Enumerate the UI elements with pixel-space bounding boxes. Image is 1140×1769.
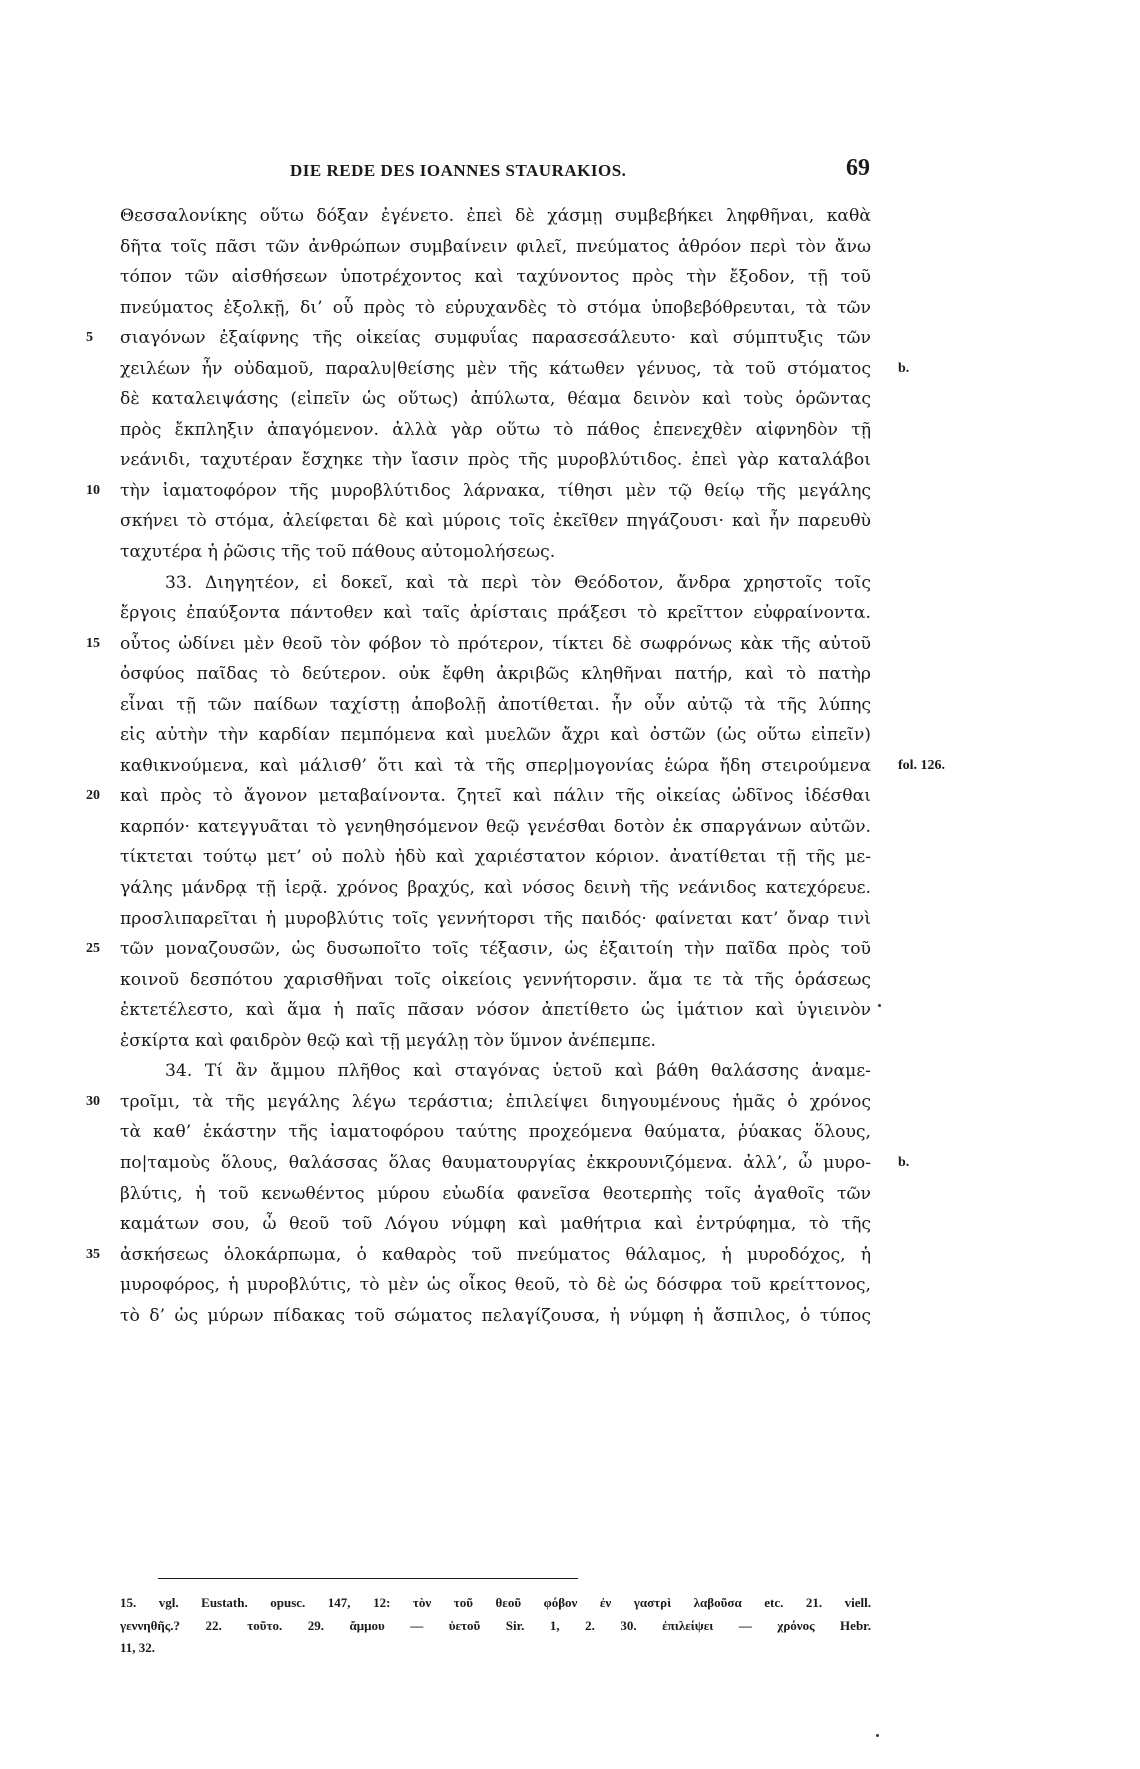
text-line xyxy=(120,904,871,935)
line-text: ὀσφύος παῖδας τὸ δεύτερον. οὐκ ἔφθη ἀκριβῶς κληθῆναι πατήρ, καὶ τὸ πατὴρ xyxy=(120,664,871,685)
text-line xyxy=(120,232,871,263)
footnote-divider xyxy=(158,1578,578,1579)
text-line xyxy=(86,1087,871,1118)
line-text: ἐκτετέλεστο, καὶ ἅμα ἡ παῖς πᾶσαν νόσον ἀπετίθετο ὡς ἱμάτιον καὶ ὑγιεινὸν xyxy=(120,1000,871,1021)
line-text: τῶν μοναζουσῶν, ὡς δυσωποῖτο τοῖς τέξασιν, ὡς ἐξαιτοίη τὴν παῖδα πρὸς τοῦ xyxy=(120,939,871,960)
print-speck xyxy=(878,1004,881,1007)
text-line xyxy=(120,965,871,996)
apparatus-line: 11, 32. xyxy=(120,1640,156,1655)
line-text: εἶναι τῇ τῶν παίδων ταχίστῃ ἀποβολῇ ἀποτίθεται. ἦν οὖν αὐτῷ τὰ τῆς λύπης xyxy=(120,694,871,715)
text-line xyxy=(86,781,871,812)
line-text: τροῖμι, τὰ τῆς μεγάλης λέγω τεράστια; ἐπιλείψει διηγουμένους ἡμᾶς ὁ χρόνος xyxy=(120,1091,871,1112)
text-line xyxy=(120,598,871,629)
text-line xyxy=(86,476,871,507)
line-text: χειλέων ἦν οὐδαμοῦ, παραλυ|θείσης μὲν τῆς κάτωθεν γένυος, τὰ τοῦ στόματος xyxy=(120,358,871,379)
line-text: γάλης μάνδρᾳ τῇ ἱερᾷ. χρόνος βραχύς, καὶ νόσος δεινὴ τῆς νεάνιδος κατεχόρευε. xyxy=(120,878,871,899)
line-number: 25 xyxy=(86,941,100,957)
margin-note: b. xyxy=(898,1154,910,1170)
apparatus-line: γεννηθῆς.? 22. τοῦτο. 29. ἄμμου — ὑετοῦ Sir. 1, 2. 30. ἐπιλείψει — χρόνος Hebr. xyxy=(120,1617,871,1633)
line-text: 34. Τί ἂν ἄμμου πλῆθος καὶ σταγόνας ὑετοῦ καὶ βάθη θαλάσσης ἀναμε- xyxy=(165,1061,871,1082)
text-line xyxy=(120,1270,871,1301)
main-text xyxy=(86,201,946,1331)
text-line xyxy=(120,293,871,324)
apparatus-line: 15. vgl. Eustath. opusc. 147, 12: τὸν τοῦ θεοῦ φόβον ἐν γαστρὶ λαβοῦσα etc. 21. viell. xyxy=(120,1595,871,1610)
text-line xyxy=(86,629,871,660)
text-line xyxy=(120,1209,871,1240)
text-line xyxy=(120,751,946,782)
line-text: νεάνιδι, ταχυτέραν ἔσχηκε τὴν ἴασιν πρὸς τῆς μυροβλύτιδος. ἐπεὶ γὰρ καταλάβοι xyxy=(120,450,871,471)
line-text: ἔργοις ἐπαύξοντα πάντοθεν καὶ ταῖς ἀρίσταις πράξεσι τὸ κρεῖττον εὐφραίνοντα. xyxy=(120,603,871,624)
critical-apparatus xyxy=(120,1592,871,1660)
text-line xyxy=(120,842,871,873)
text-line xyxy=(86,934,871,965)
text-line xyxy=(120,1026,871,1057)
text-line xyxy=(120,568,871,599)
text-line xyxy=(120,1148,910,1179)
line-text: τὰ καθ’ ἑκάστην τῆς ἰαματοφόρου ταύτης προχεόμενα θαύματα, ῥύακας ὅλους, xyxy=(120,1122,871,1143)
line-text: τίκτεται τούτῳ μετ’ οὐ πολὺ ἡδὺ καὶ χαριέστατον κόριον. ἀνατίθεται τῇ τῆς με- xyxy=(120,847,871,868)
text-line xyxy=(120,1117,871,1148)
text-line xyxy=(86,323,871,354)
text-line xyxy=(120,690,871,721)
line-number: 5 xyxy=(86,330,93,346)
line-number: 30 xyxy=(86,1093,100,1109)
line-text: ταχυτέρα ἡ ῥῶσις τῆς τοῦ πάθους αὐτομολήσεως. xyxy=(120,542,556,563)
margin-note: b. xyxy=(898,360,910,376)
line-text: καὶ πρὸς τὸ ἄγονον μεταβαίνοντα. ζητεῖ καὶ πάλιν τῆς οἰκείας ὠδῖνος ἰδέσθαι xyxy=(120,786,871,807)
line-text: τόπον τῶν αἰσθήσεων ὑποτρέχοντος καὶ ταχύνοντος πρὸς τὴν ἔξοδον, τῇ τοῦ xyxy=(120,267,871,288)
line-text: δῆτα τοῖς πᾶσι τῶν ἀνθρώπων συμβαίνειν φιλεῖ, πνεύματος ἀθρόον περὶ τὸν ἄνω xyxy=(120,236,871,257)
text-line xyxy=(120,201,871,232)
text-line xyxy=(120,812,871,843)
line-text: σκήνει τὸ στόμα, ἀλείφεται δὲ καὶ μύροις τοῖς ἐκεῖθεν πηγάζουσι· καὶ ἦν παρευθὺ xyxy=(120,511,871,532)
line-text: προσλιπαρεῖται ἡ μυροβλύτις τοῖς γεννήτορσι τῆς παιδός· φαίνεται κατ’ ὄναρ τινὶ xyxy=(120,908,871,929)
margin-note: fol. 126. xyxy=(898,757,946,773)
running-title: DIE REDE DES IOANNES STAURAKIOS. xyxy=(290,161,627,180)
text-line xyxy=(120,262,871,293)
line-number: 15 xyxy=(86,635,100,651)
line-text: πνεύματος ἐξολκῇ, δι’ οὗ πρὸς τὸ εὐρυχανδὲς τὸ στόμα ὑποβεβόθρευται, τὰ τῶν xyxy=(120,297,871,318)
line-text: τὸ δ’ ὡς μύρων πίδακας τοῦ σώματος πελαγίζουσα, ἡ νύμφη ἡ ἄσπιλος, ὁ τύπος xyxy=(120,1305,871,1326)
line-text: σιαγόνων ἐξαίφνης τῆς οἰκείας συμφυΐας παρασεσάλευτο· καὶ σύμπτυξις τῶν xyxy=(120,328,871,349)
line-text: καθικνούμενα, καὶ μάλισθ’ ὅτι καὶ τὰ τῆς σπερ|μογονίας ἑώρα ἤδη στειρούμενα xyxy=(120,755,871,776)
line-text: κοινοῦ δεσπότου χαρισθῆναι τοῖς οἰκείοις γεννήτορσιν. ἅμα τε τὰ τῆς ὁράσεως xyxy=(120,969,871,990)
line-text: πο|ταμοὺς ὅλους, θαλάσσας ὅλας θαυματουργίας ἐκκρουνιζόμενα. ἀλλ’, ὦ μυρο- xyxy=(120,1152,871,1173)
line-number: 35 xyxy=(86,1246,100,1262)
text-line xyxy=(120,659,871,690)
line-text: οὗτος ὠδίνει μὲν θεοῦ τὸν φόβον τὸ πρότερον, τίκτει δὲ σωφρόνως κὰκ τῆς αὐτοῦ xyxy=(120,633,871,654)
line-text: τὴν ἰαματοφόρον τῆς μυροβλύτιδος λάρνακα, τίθησι μὲν τῷ θείῳ τῆς μεγάλης xyxy=(120,480,871,501)
print-speck xyxy=(876,1734,879,1737)
running-header xyxy=(120,155,870,185)
text-line xyxy=(120,384,871,415)
text-line xyxy=(120,506,871,537)
text-line xyxy=(120,995,871,1026)
line-text: μυροφόρος, ἡ μυροβλύτις, τὸ μὲν ὡς οἶκος θεοῦ, τὸ δὲ ὡς δόσφρα τοῦ κρείττονος, xyxy=(120,1275,871,1296)
line-text: δὲ καταλειψάσης (εἰπεῖν ὡς οὕτως) ἀπύλωτα, θέαμα δεινὸν καὶ τοὺς ὁρῶντας xyxy=(120,389,871,410)
line-text: ἀσκήσεως ὁλοκάρπωμα, ὁ καθαρὸς τοῦ πνεύματος θάλαμος, ἡ μυροδόχος, ἡ xyxy=(120,1244,871,1265)
text-line xyxy=(120,873,871,904)
text-line xyxy=(120,720,871,751)
line-text: εἰς αὐτὴν τὴν καρδίαν πεμπόμενα καὶ μυελῶν ἄχρι καὶ ὀστῶν (ὡς οὕτω εἰπεῖν) xyxy=(120,725,871,746)
line-text: καρπόν· κατεγγυᾶται τὸ γενηθησόμενον θεῷ γενέσθαι δοτὸν ἐκ σπαργάνων αὐτῶν. xyxy=(120,816,871,837)
line-text: 33. Διηγητέον, εἰ δοκεῖ, καὶ τὰ περὶ τὸν Θεόδοτον, ἄνδρα χρηστοῖς τοῖς xyxy=(165,572,871,593)
text-line xyxy=(120,1301,871,1332)
page-number: 69 xyxy=(846,155,870,181)
text-line xyxy=(120,445,871,476)
line-text: καμάτων σου, ὦ θεοῦ τοῦ Λόγου νύμφη καὶ μαθήτρια καὶ ἐντρύφημα, τὸ τῆς xyxy=(120,1214,871,1235)
line-number: 10 xyxy=(86,482,100,498)
line-number: 20 xyxy=(86,788,100,804)
text-line xyxy=(120,354,910,385)
line-text: πρὸς ἔκπληξιν ἀπαγόμενον. ἀλλὰ γὰρ οὕτω τὸ πάθος ἐπενεχθὲν αἰφνηδὸν τῇ xyxy=(120,419,871,440)
line-text: βλύτις, ἡ τοῦ κενωθέντος μύρου εὐωδία φανεῖσα θεοτερπὴς τοῖς ἀγαθοῖς τῶν xyxy=(120,1183,871,1204)
line-text: ἐσκίρτα καὶ φαιδρὸν θεῷ καὶ τῇ μεγάλῃ τὸν ὕμνον ἀνέπεμπε. xyxy=(120,1030,657,1051)
text-line xyxy=(86,1240,871,1271)
text-line xyxy=(120,415,871,446)
text-line xyxy=(120,537,871,568)
text-line xyxy=(120,1179,871,1210)
text-line xyxy=(120,1056,871,1087)
line-text: Θεσσαλονίκης οὕτω δόξαν ἐγένετο. ἐπεὶ δὲ χάσμῃ συμβεβήκει ληφθῆναι, καθὰ xyxy=(120,206,871,226)
